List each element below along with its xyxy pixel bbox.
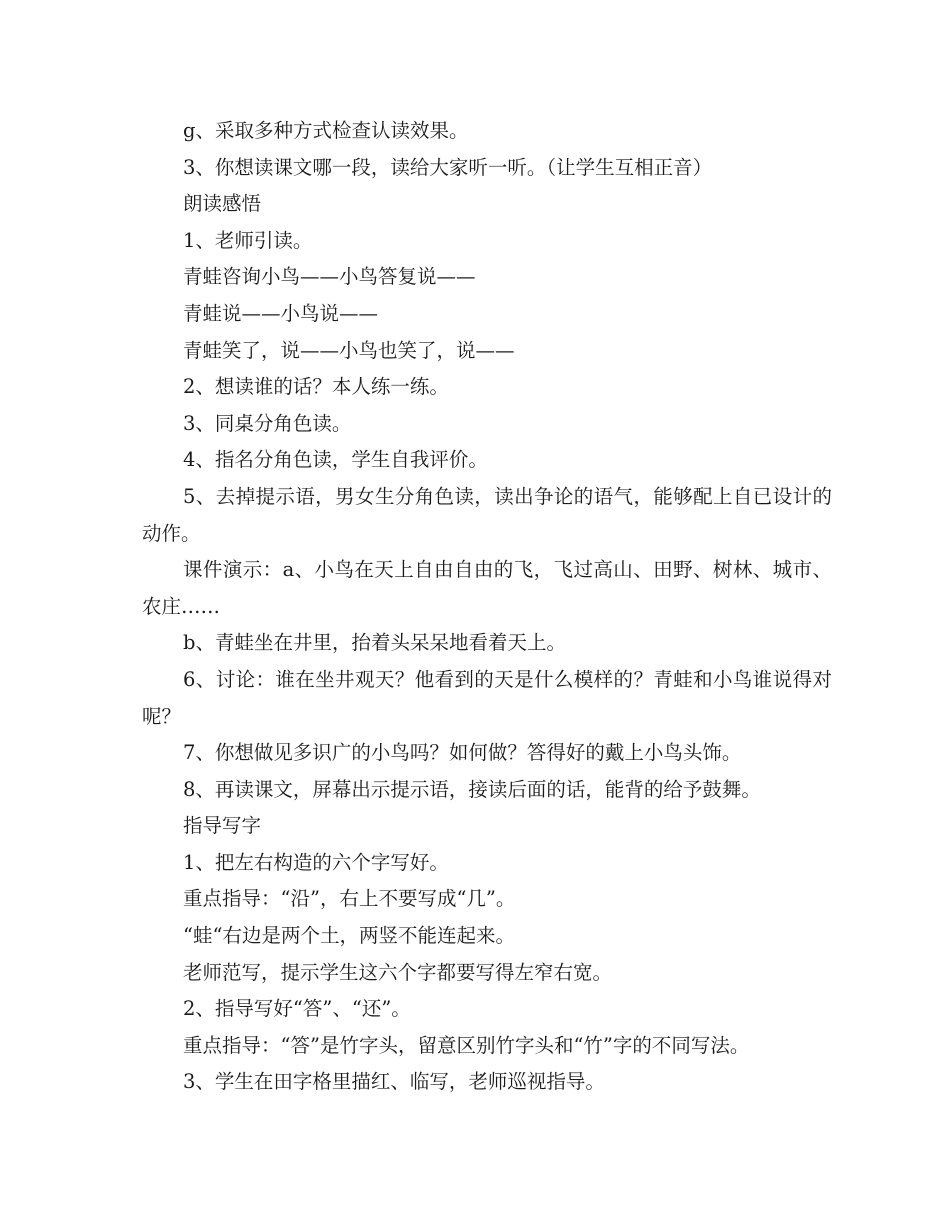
paragraph: 8、再读课文，屏幕出示提示语，接读后面的话，能背的给予鼓舞。	[183, 777, 761, 801]
section-heading: 指导写字	[183, 814, 262, 838]
document-body	[142, 113, 832, 1101]
paragraph: b、青蛙坐在井里，抬着头呆呆地看着天上。	[183, 631, 566, 655]
section-heading: 朗读感悟	[183, 192, 262, 216]
paragraph: 7、你想做见多识广的小鸟吗？如何做？答得好的戴上小鸟头饰。	[183, 741, 742, 765]
paragraph: 5、去掉提示语，男女生分角色读，读出争论的语气，能够配上自已设计的动作。	[142, 484, 832, 545]
paragraph: 3、同桌分角色读。	[183, 411, 352, 435]
paragraph: 2、想读谁的话？本人练一练。	[183, 375, 449, 399]
paragraph: 3、你想读课文哪一段，读给大家听一听。（让学生互相正音）	[183, 155, 713, 179]
paragraph: 4、指名分角色读，学生自我评价。	[183, 448, 488, 472]
paragraph: 课件演示：a、小鸟在天上自由自由的飞，飞过高山、田野、树林、城市、农庄……	[142, 558, 832, 618]
paragraph: g、采取多种方式检查认读效果。	[183, 119, 469, 142]
paragraph: 重点指导：“答”是竹字头，留意区别竹字头和“竹”字的不同写法。	[183, 1033, 750, 1057]
paragraph: 青蛙笑了，说——小鸟也笑了，说——	[183, 338, 515, 362]
paragraph: 6、讨论：谁在坐井观天？他看到的天是什么模样的？青蛙和小鸟谁说得对呢？	[142, 667, 832, 728]
paragraph: 2、指导写好“答”、“还”。	[183, 997, 411, 1021]
paragraph: 青蛙咨询小鸟——小鸟答复说——	[183, 265, 476, 289]
paragraph: 3、学生在田字格里描红、临写，老师巡视指导。	[183, 1070, 605, 1094]
paragraph: “蛙“右边是两个土，两竖不能连起来。	[183, 924, 515, 948]
paragraph: 1、老师引读。	[183, 228, 313, 252]
paragraph: 1、把左右构造的六个字写好。	[183, 850, 449, 874]
paragraph: 老师范写，提示学生这六个字都要写得左窄右宽。	[183, 960, 613, 984]
paragraph: 青蛙说——小鸟说——	[183, 301, 379, 325]
paragraph: 重点指导：“沿”，右上不要写成“几”。	[183, 887, 516, 911]
